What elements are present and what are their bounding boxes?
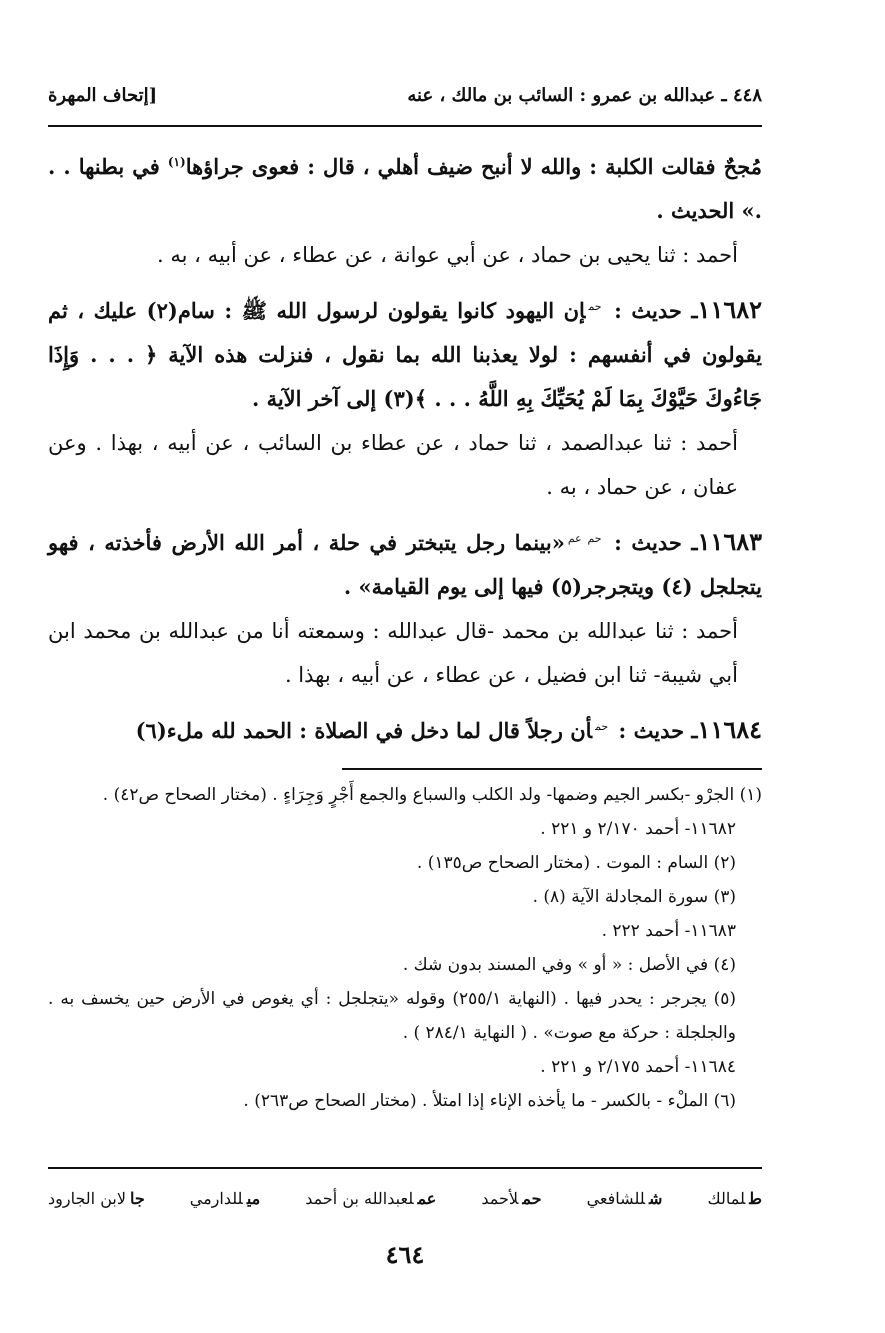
hadith-text: «بينما رجل يتبختر في حلة ، أمر الله الأرض فأخذته ، فهو يتجلجل (٤) ويتجرجر(٥) فيها إلى يوم القيامة» . — [48, 530, 762, 599]
source-siglum: حم عم — [567, 532, 602, 545]
footnote: ١١٦٨٢- أحمد ٢/١٧٠ و ٢٢١ . — [540, 819, 736, 839]
hadith-text: أن رجلاً قال لما دخل في الصلاة : الحمد لله ملء(٦) — [135, 718, 593, 743]
abbreviation-item: جالابن الجارود — [48, 1188, 145, 1208]
abbreviation-item: طلمالك — [707, 1188, 762, 1208]
footnote-rule — [342, 768, 762, 770]
abbreviation-item: عملعبدالله بن أحمد — [305, 1188, 437, 1208]
hadith-entry: ١١٦٨٢ـ حديث : $^{حم}$إن اليهود كانوا يقولون لرسول الله ﷺ : سام(٢) عليك ، ثم يقولون في أنفسهم : لولا يعذبنا الله بما نقول ، فنزلت هذه الآية ﴿ . . . وَإِذَا جَاءُوكَ حَيَّوْكَ بِمَا لَمْ يُحَيِّكَ بِهِ اللَّهُ . . . ﴾(٣) إلى آخر الآية . — [48, 295, 762, 411]
isnad-text: أحمد : ثنا عبدالصمد ، ثنا حماد ، عن عطاء بن السائب ، عن أبيه ، بهذا . وعن عفان ، عن حماد ، به . — [48, 431, 738, 499]
hadith-number: ١١٦٨٢ — [697, 295, 762, 324]
header-title: ٤٤٨ ـ عبدالله بن عمرو : السائب بن مالك ، عنه — [407, 84, 762, 106]
abbreviation-item: شللشافعي — [586, 1188, 663, 1208]
footnote: (٦) الملْء - بالكسر - ما يأخذه الإناء إذا امتلأ . (مختار الصحاح ص٢٦٣) . — [243, 1091, 736, 1111]
footnote: ١١٦٨٤- أحمد ٢/١٧٥ و ٢٢١ . — [540, 1057, 736, 1077]
hadith-text: إن اليهود كانوا يقولون لرسول الله ﷺ : سام(٢) عليك ، ثم يقولون في أنفسهم : لولا يعذبنا الله بما نقول ، فنزلت هذه الآية ﴿ . . . وَإِذَا جَاءُوكَ حَيَّوْكَ بِمَا لَمْ يُحَيِّكَ بِهِ اللَّهُ . . . ﴾(٣) إلى آخر الآية . — [48, 298, 762, 411]
abbreviation-item: ميللدارمي — [189, 1188, 261, 1208]
source-siglum: حم — [588, 300, 602, 313]
header-book: [إتحاف المهرة — [48, 84, 158, 106]
footnotes — [48, 778, 762, 1118]
main-text — [48, 140, 762, 753]
hadith-entry: ١١٦٨٤ـ حديث : $^{حم}$أن رجلاً قال لما دخل في الصلاة : الحمد لله ملء(٦) — [135, 715, 762, 744]
footnote: (٥) يجرجر : يحدر فيها . (النهاية ٢٥٥/١) وقوله «يتجلجل : أي يغوص في الأرض حين يخسف به . والجلجلة : حركة مع صوت» . ( النهاية ٢٨٤/١ ) . — [48, 989, 737, 1043]
hadith-entry: ١١٦٨٣ـ حديث : $^{حم عم}$«بينما رجل يتبختر في حلة ، أمر الله الأرض فأخذته ، فهو يتجلجل (٤) ويتجرجر(٥) فيها إلى يوم القيامة» . — [48, 527, 762, 599]
abbreviation-key — [48, 1180, 762, 1216]
hadith-number: ١١٦٨٣ — [697, 527, 762, 556]
footnote: ١١٦٨٣- أحمد ٢٢٢ . — [601, 921, 736, 941]
source-siglum: حم — [595, 720, 609, 733]
isnad-text: أحمد : ثنا عبدالله بن محمد -قال عبدالله : وسمعته أنا من عبدالله بن محمد ابن أبي شيبة- ثنا ابن فضيل ، عن عطاء ، عن أبيه ، بهذا . — [48, 619, 738, 687]
running-header — [48, 78, 762, 112]
isnad-text: أحمد : ثنا يحيى بن حماد ، عن أبي عوانة ، عن عطاء ، عن أبيه ، به . — [157, 243, 738, 267]
footnote: (٢) السام : الموت . (مختار الصحاح ص١٣٥) . — [416, 853, 736, 873]
abbreviation-item: حملأحمد — [481, 1188, 542, 1208]
continuation-paragraph: مُجحٌ فقالت الكلبة : والله لا أنبح ضيف أهلي ، قال : فعوى جراؤها$^{(١)}$ في بطنها . . .» الحديث . — [48, 154, 762, 223]
footnote-ref: (١) — [167, 155, 186, 169]
header-rule — [48, 125, 762, 127]
page — [48, 0, 762, 1333]
page-number: ٤٦٤ — [385, 1240, 425, 1269]
footnote: (٤) في الأصل : « أو » وفي المسند بدون شك . — [402, 955, 736, 975]
hadith-number: ١١٦٨٤ — [697, 715, 762, 744]
footnote: (٣) سورة المجادلة الآية (٨) . — [532, 887, 736, 907]
abbreviation-rule — [48, 1167, 762, 1169]
footnote: (١) الجرْو -بكسر الجيم وضمها- ولد الكلب والسباع والجمع أَجْرٍ وَجِرَاءٍ . (مختار الصحاح ص٤٢) . — [102, 785, 762, 805]
